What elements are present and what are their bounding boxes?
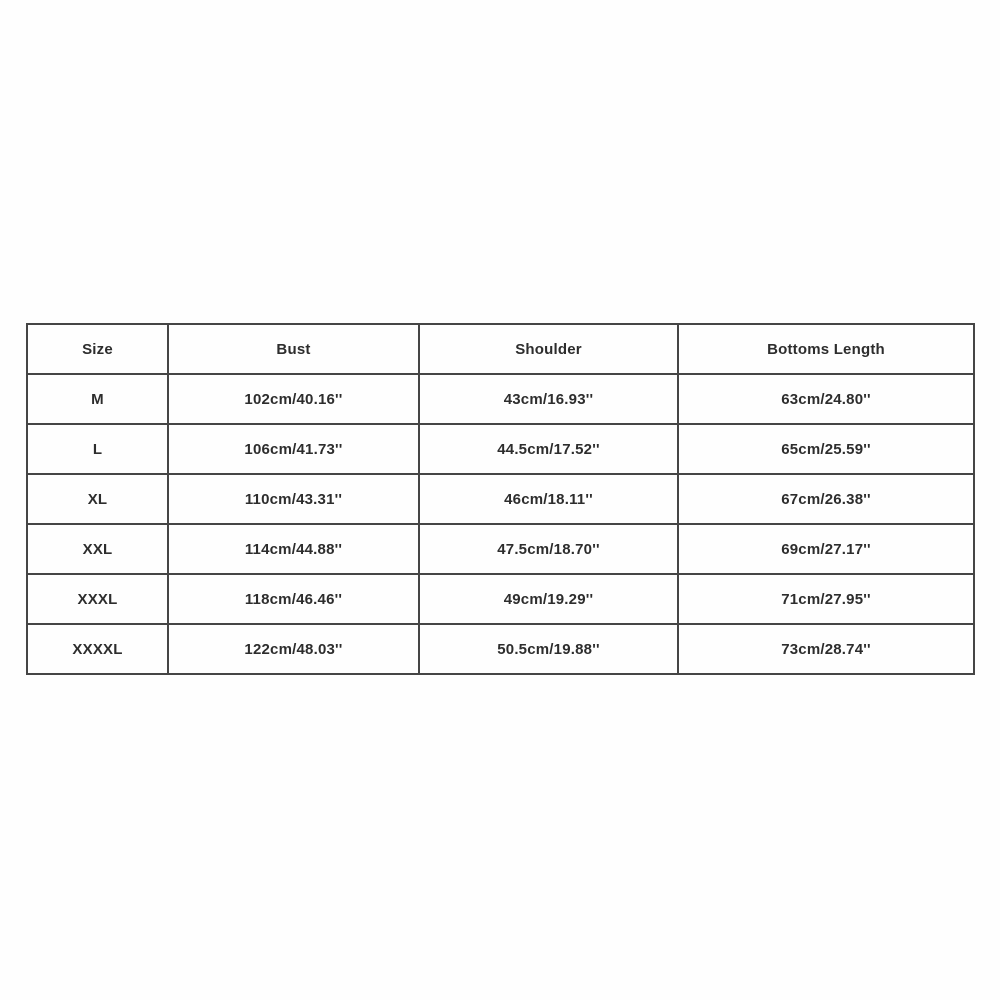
bust-cell: 110cm/43.31'' (168, 474, 419, 524)
size-chart-table (26, 323, 975, 675)
size-cell: XXL (27, 524, 168, 574)
table-row-xxxl (27, 574, 974, 624)
bust-cell: 106cm/41.73'' (168, 424, 419, 474)
size-cell: M (27, 374, 168, 424)
size-cell: XXXL (27, 574, 168, 624)
bottoms-length-cell: 71cm/27.95'' (678, 574, 974, 624)
column-header-bottoms-length: Bottoms Length (678, 324, 974, 374)
bottoms-length-cell: 65cm/25.59'' (678, 424, 974, 474)
shoulder-cell: 50.5cm/19.88'' (419, 624, 678, 674)
header-row (27, 324, 974, 374)
size-cell: L (27, 424, 168, 474)
table-row-xxxxl (27, 624, 974, 674)
bust-cell: 122cm/48.03'' (168, 624, 419, 674)
bottoms-length-cell: 67cm/26.38'' (678, 474, 974, 524)
shoulder-cell: 46cm/18.11'' (419, 474, 678, 524)
bust-cell: 102cm/40.16'' (168, 374, 419, 424)
shoulder-cell: 44.5cm/17.52'' (419, 424, 678, 474)
bust-cell: 118cm/46.46'' (168, 574, 419, 624)
shoulder-cell: 43cm/16.93'' (419, 374, 678, 424)
column-header-bust: Bust (168, 324, 419, 374)
table-row-xl (27, 474, 974, 524)
table-row-l (27, 424, 974, 474)
column-header-size: Size (27, 324, 168, 374)
bottoms-length-cell: 69cm/27.17'' (678, 524, 974, 574)
table-row-m (27, 374, 974, 424)
size-cell: XXXXL (27, 624, 168, 674)
shoulder-cell: 49cm/19.29'' (419, 574, 678, 624)
bottoms-length-cell: 73cm/28.74'' (678, 624, 974, 674)
shoulder-cell: 47.5cm/18.70'' (419, 524, 678, 574)
column-header-shoulder: Shoulder (419, 324, 678, 374)
table-row-xxl (27, 524, 974, 574)
bust-cell: 114cm/44.88'' (168, 524, 419, 574)
size-cell: XL (27, 474, 168, 524)
bottoms-length-cell: 63cm/24.80'' (678, 374, 974, 424)
